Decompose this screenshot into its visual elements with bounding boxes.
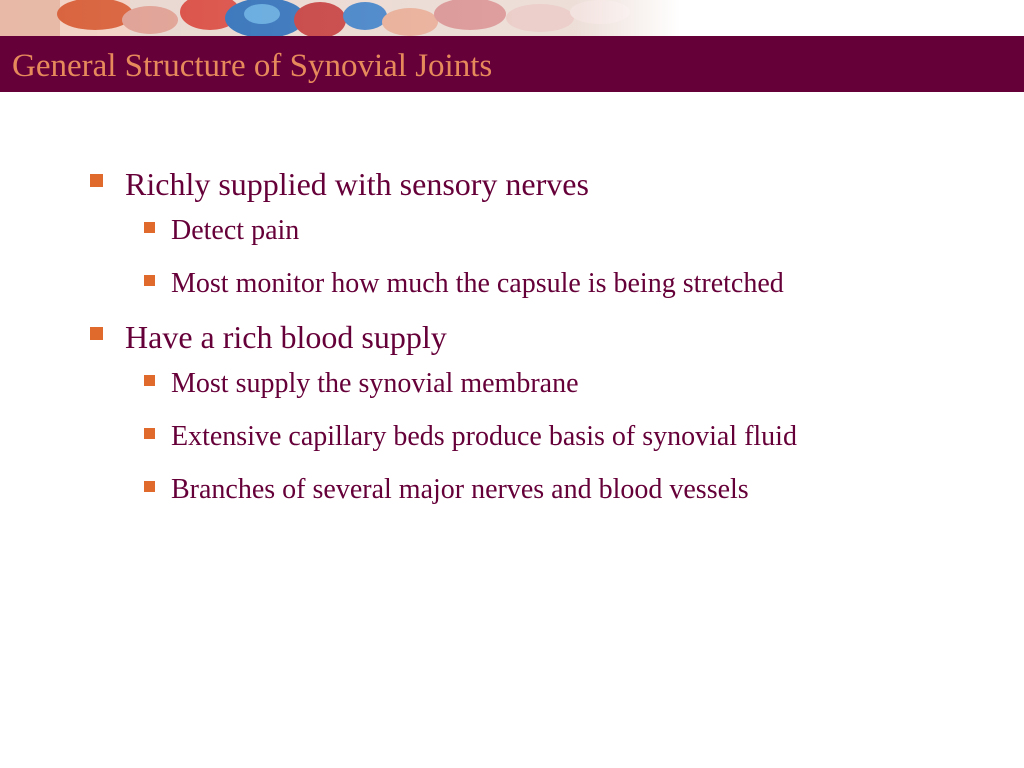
title-bar <box>0 36 1024 92</box>
sub-bullet-item <box>134 209 968 253</box>
bullet-item <box>88 315 968 359</box>
sub-bullet-item <box>134 468 968 512</box>
sub-bullet-item <box>134 415 968 459</box>
sub-bullet-text: Most monitor how much the capsule is being stretched <box>171 268 784 299</box>
square-bullet-icon <box>144 375 155 386</box>
sub-bullet-text: Branches of several major nerves and blood vessels <box>171 474 749 505</box>
sub-bullet-item <box>134 362 968 406</box>
square-bullet-icon <box>90 174 103 187</box>
square-bullet-icon <box>144 481 155 492</box>
sub-bullet-text: Extensive capillary beds produce basis of synovial fluid <box>171 421 797 452</box>
bullet-item <box>88 162 968 206</box>
bullet-list <box>88 160 968 521</box>
slide-title: General Structure of Synovial Joints <box>12 48 493 84</box>
square-bullet-icon <box>144 275 155 286</box>
sub-bullet-text: Most supply the synovial membrane <box>171 368 579 399</box>
sub-bullet-item <box>134 262 968 306</box>
sub-bullet-text: Detect pain <box>171 215 300 246</box>
square-bullet-icon <box>90 327 103 340</box>
square-bullet-icon <box>144 428 155 439</box>
bullet-text: Have a rich blood supply <box>125 319 447 355</box>
bullet-text: Richly supplied with sensory nerves <box>125 166 589 202</box>
square-bullet-icon <box>144 222 155 233</box>
decorative-banner-art <box>0 0 680 36</box>
